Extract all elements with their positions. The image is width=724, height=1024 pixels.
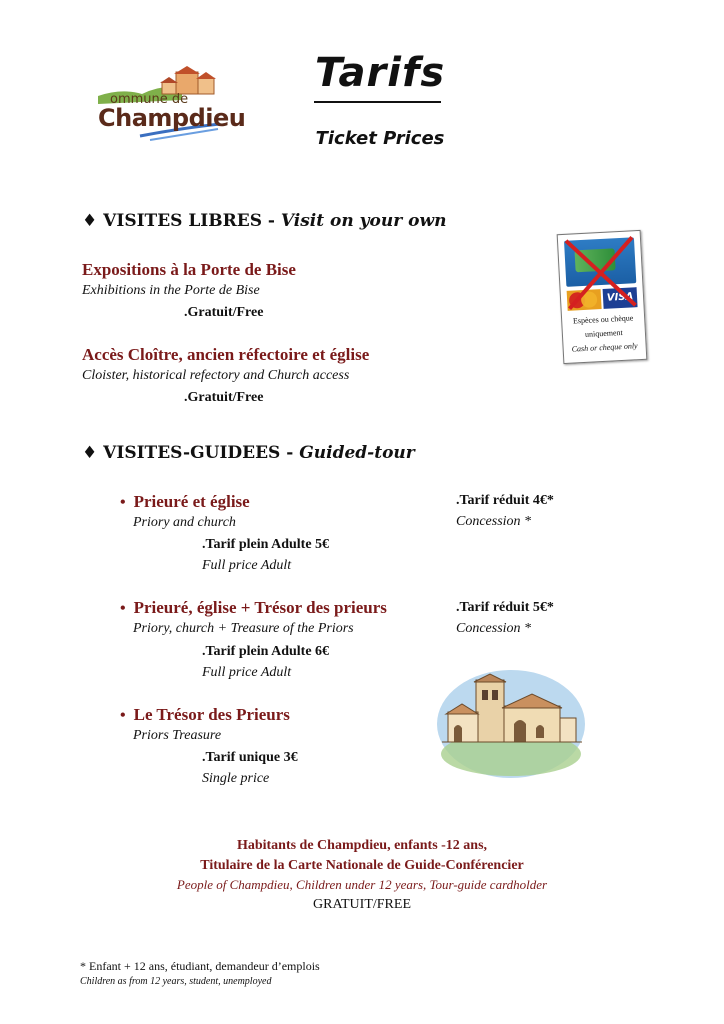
tour-price: .Tarif plein Adulte 5€ <box>202 537 330 552</box>
tour-title-text: Le Trésor des Prieurs <box>133 705 290 724</box>
section-heading-free-visits <box>82 211 446 231</box>
church-illustration <box>436 668 586 780</box>
tour-price-en: Single price <box>202 771 270 786</box>
tour-reduced-en: Concession * <box>456 514 532 529</box>
tour-title-fr <box>120 492 250 512</box>
payment-note-en: Cash or cheque only <box>571 341 638 354</box>
section-title-en: Visit on your own <box>280 211 447 231</box>
item-title-fr: Accès Cloître, ancien réfectoire et église <box>82 345 370 364</box>
tour-title-fr <box>120 598 387 618</box>
payment-note-fr: Espèces ou chèque <box>572 313 634 326</box>
tour-price-en: Full price Adult <box>202 558 292 573</box>
visa-icon: VISA <box>603 287 638 309</box>
logo-text-main: Champdieu <box>98 104 246 132</box>
church-drawing-icon <box>436 668 586 780</box>
item-title-en: Cloister, historical refectory and Church access <box>82 368 350 383</box>
tour-title-en: Priory and church <box>133 515 236 530</box>
section-title-fr: VISITES-GUIDEES <box>103 443 281 463</box>
free-admission-fr-2: Titulaire de la Carte Nationale de Guide-Conférencier <box>200 858 524 873</box>
tour-reduced-price: .Tarif réduit 4€* <box>456 493 554 508</box>
section-heading-guided-tours <box>82 443 415 463</box>
tour-title-en: Priory, church + Treasure of the Priors <box>133 621 354 636</box>
tour-reduced-price: .Tarif réduit 5€* <box>456 600 554 615</box>
logo-text-top: ommune de <box>110 92 189 107</box>
item-price: .Gratuit/Free <box>184 305 264 320</box>
item-price: .Gratuit/Free <box>184 390 264 405</box>
footnote-fr: * Enfant + 12 ans, étudiant, demandeur d’emplois <box>80 959 320 973</box>
commune-logo <box>92 66 246 152</box>
free-admission-fr-1: Habitants de Champdieu, enfants -12 ans, <box>236 838 488 853</box>
cross-icon <box>562 233 640 313</box>
section-title-en: Guided-tour <box>299 443 415 463</box>
footnote-en: Children as from 12 years, student, unemployed <box>80 976 272 987</box>
page-subtitle: Ticket Prices <box>315 128 445 149</box>
diamond-bullet-icon: ♦ <box>82 211 98 231</box>
tour-title-text: Prieuré, église + Trésor des prieurs <box>133 598 387 617</box>
tour-title-fr <box>120 705 290 725</box>
free-admission-label: GRATUIT/FREE <box>313 897 411 912</box>
list-bullet-icon: • <box>120 600 126 617</box>
section-separator: - <box>261 211 281 231</box>
title-underline <box>314 101 441 103</box>
tour-price-en: Full price Adult <box>202 665 292 680</box>
section-separator: - <box>280 443 300 463</box>
tour-title-en: Priors Treasure <box>133 728 222 743</box>
page-title: Tarifs <box>315 50 446 96</box>
list-bullet-icon: • <box>120 494 126 511</box>
free-admission-en: People of Champdieu, Children under 12 years, Tour-guide cardholder <box>176 877 548 892</box>
item-title-en: Exhibitions in the Porte de Bise <box>82 283 260 298</box>
diamond-bullet-icon: ♦ <box>82 443 98 463</box>
tour-reduced-en: Concession * <box>456 621 532 636</box>
tour-price: .Tarif plein Adulte 6€ <box>202 644 330 659</box>
tour-title-text: Prieuré et église <box>133 492 250 511</box>
tour-price: .Tarif unique 3€ <box>202 750 298 765</box>
section-title-fr: VISITES LIBRES <box>103 211 262 231</box>
payment-note-fr-2: uniquement <box>584 327 624 339</box>
item-title-fr: Expositions à la Porte de Bise <box>82 260 296 279</box>
payment-methods-card <box>557 230 648 364</box>
list-bullet-icon: • <box>120 707 126 724</box>
